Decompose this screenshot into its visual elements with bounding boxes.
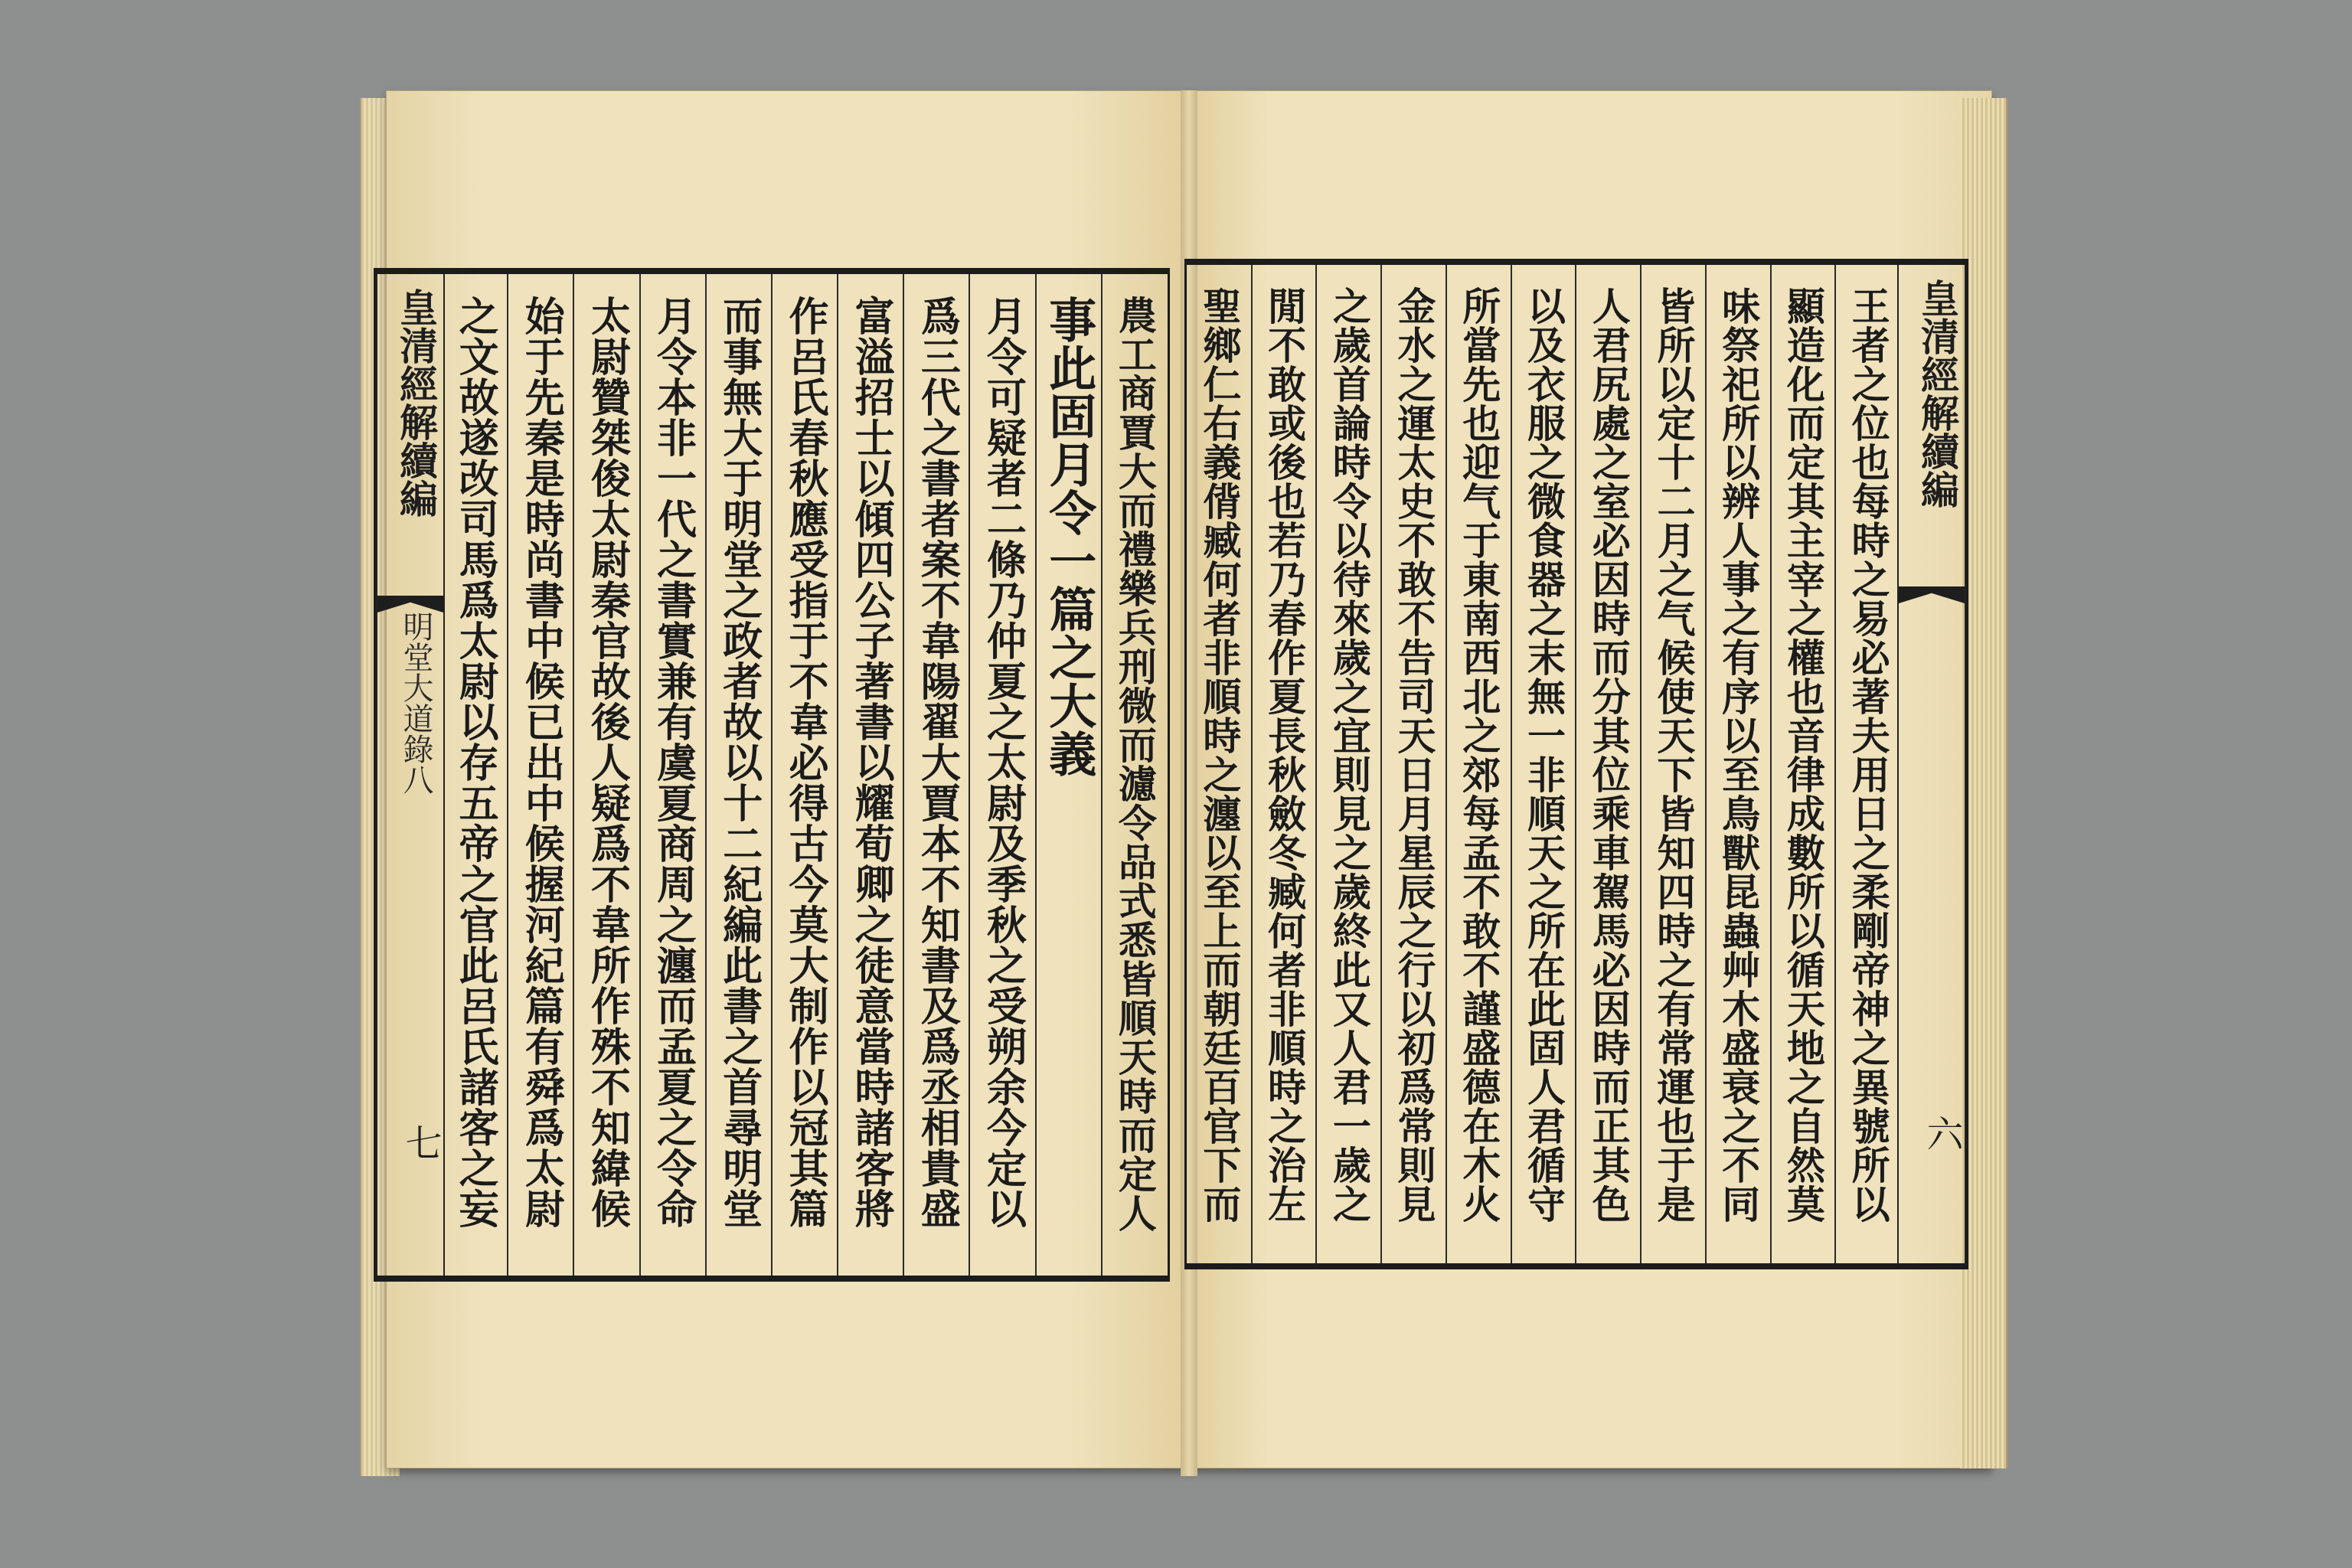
banxin-page-number: 七 bbox=[399, 1124, 442, 1161]
column-text: 始于先秦是時尚書中候已出中候握河紀篇有舜爲太尉 bbox=[518, 296, 565, 1229]
text-column bbox=[1316, 265, 1381, 1263]
text-column bbox=[1036, 274, 1102, 1276]
text-column bbox=[1641, 265, 1706, 1263]
text-column bbox=[1381, 265, 1446, 1263]
text-column bbox=[772, 274, 838, 1276]
text-column bbox=[508, 274, 573, 1276]
column-text: 作呂氏春秋應受指于不韋必得古今莫大制作以冠其篇 bbox=[781, 296, 828, 1229]
text-column bbox=[1252, 265, 1317, 1263]
column-text: 所當先也迎气于東南西北之郊每孟不敢不謹盛德在木火 bbox=[1456, 286, 1502, 1223]
column-text: 以及衣服之微食器之末無一非順天之所在此固人君循守 bbox=[1521, 286, 1566, 1223]
text-column bbox=[1706, 265, 1771, 1263]
fishtail-mark bbox=[377, 596, 443, 612]
left-banxin bbox=[376, 274, 445, 1276]
right-text-frame bbox=[1184, 259, 1968, 1269]
column-text: 事此固月令一篇之大義 bbox=[1040, 296, 1097, 778]
column-text: 王者之位也每時之易必著夫用日之柔剛帝神之異號所以 bbox=[1845, 286, 1891, 1223]
column-text: 顯造化而定其主宰之權也音律成數所以循天地之自然莫 bbox=[1780, 286, 1826, 1223]
column-text: 而事無大于明堂之政者故以十二紀編此書之首尋明堂 bbox=[715, 296, 763, 1229]
text-column bbox=[706, 274, 772, 1276]
text-column bbox=[838, 274, 903, 1276]
text-column bbox=[442, 274, 508, 1276]
column-text: 之歲首論時令以待來歲之宜則見之歲終此又人君一歲之 bbox=[1326, 286, 1372, 1223]
text-column bbox=[1771, 265, 1836, 1263]
text-column bbox=[1511, 265, 1576, 1263]
column-text: 富溢招士以傾四公子著書以耀荀卿之徒意當時諸客將 bbox=[848, 296, 895, 1229]
column-text: 金水之運太史不敢不告司天日月星辰之行以初爲常則見 bbox=[1391, 286, 1437, 1223]
left-text-frame bbox=[374, 268, 1170, 1282]
column-text: 皆所以定十二月之气候使天下皆知四時之有常運也于是 bbox=[1651, 286, 1697, 1223]
right-banxin bbox=[1897, 265, 1966, 1263]
text-column bbox=[1576, 265, 1641, 1263]
text-column bbox=[1835, 265, 1900, 1263]
text-column bbox=[640, 274, 706, 1276]
banxin-title: 皇清經解續編 bbox=[1915, 279, 1960, 508]
column-text: 聖鄉仁右義偝臧何者非順時之瀍以至上而朝廷百官下而 bbox=[1197, 286, 1243, 1223]
text-column bbox=[969, 274, 1035, 1276]
column-text: 味祭祀所以辨人事之有序以至鳥獸昆蟲艸木盛衰之不同 bbox=[1716, 286, 1762, 1223]
text-column bbox=[1446, 265, 1511, 1263]
column-text: 之文故遂改司馬爲太尉以存五帝之官此呂氏諸客之妄 bbox=[452, 296, 499, 1229]
column-text: 爲三代之書者案不韋陽翟大賈本不知書及爲丞相貴盛 bbox=[913, 296, 961, 1229]
text-column bbox=[1187, 265, 1252, 1263]
banxin-page-number: 六 bbox=[1920, 1115, 1963, 1152]
text-column bbox=[903, 274, 969, 1276]
column-text: 閒不敢或後也若乃春作夏長秋斂冬臧何者非順時之治左 bbox=[1262, 286, 1308, 1223]
fishtail-mark bbox=[1899, 586, 1965, 603]
column-text: 月令可疑者二條乃仲夏之太尉及季秋之受朔余今定以 bbox=[979, 296, 1027, 1229]
banxin-title: 皇清經解續編 bbox=[394, 288, 439, 518]
text-column bbox=[1102, 274, 1168, 1276]
column-text: 農工商賈大而禮樂兵刑微而濾令品式悉皆順天時而定人 bbox=[1112, 296, 1158, 1233]
banxin-section: 明堂大道錄八 bbox=[398, 611, 433, 795]
text-column bbox=[573, 274, 639, 1276]
column-text: 太尉贊桀俊太尉秦官故後人疑爲不韋所作殊不知緯候 bbox=[583, 296, 631, 1229]
column-text: 人君尻處之室必因時而分其位乘車駕馬必因時而正其色 bbox=[1586, 286, 1632, 1223]
column-text: 月令本非一代之書實兼有虞夏商周之瀍而孟夏之令命 bbox=[649, 296, 697, 1229]
